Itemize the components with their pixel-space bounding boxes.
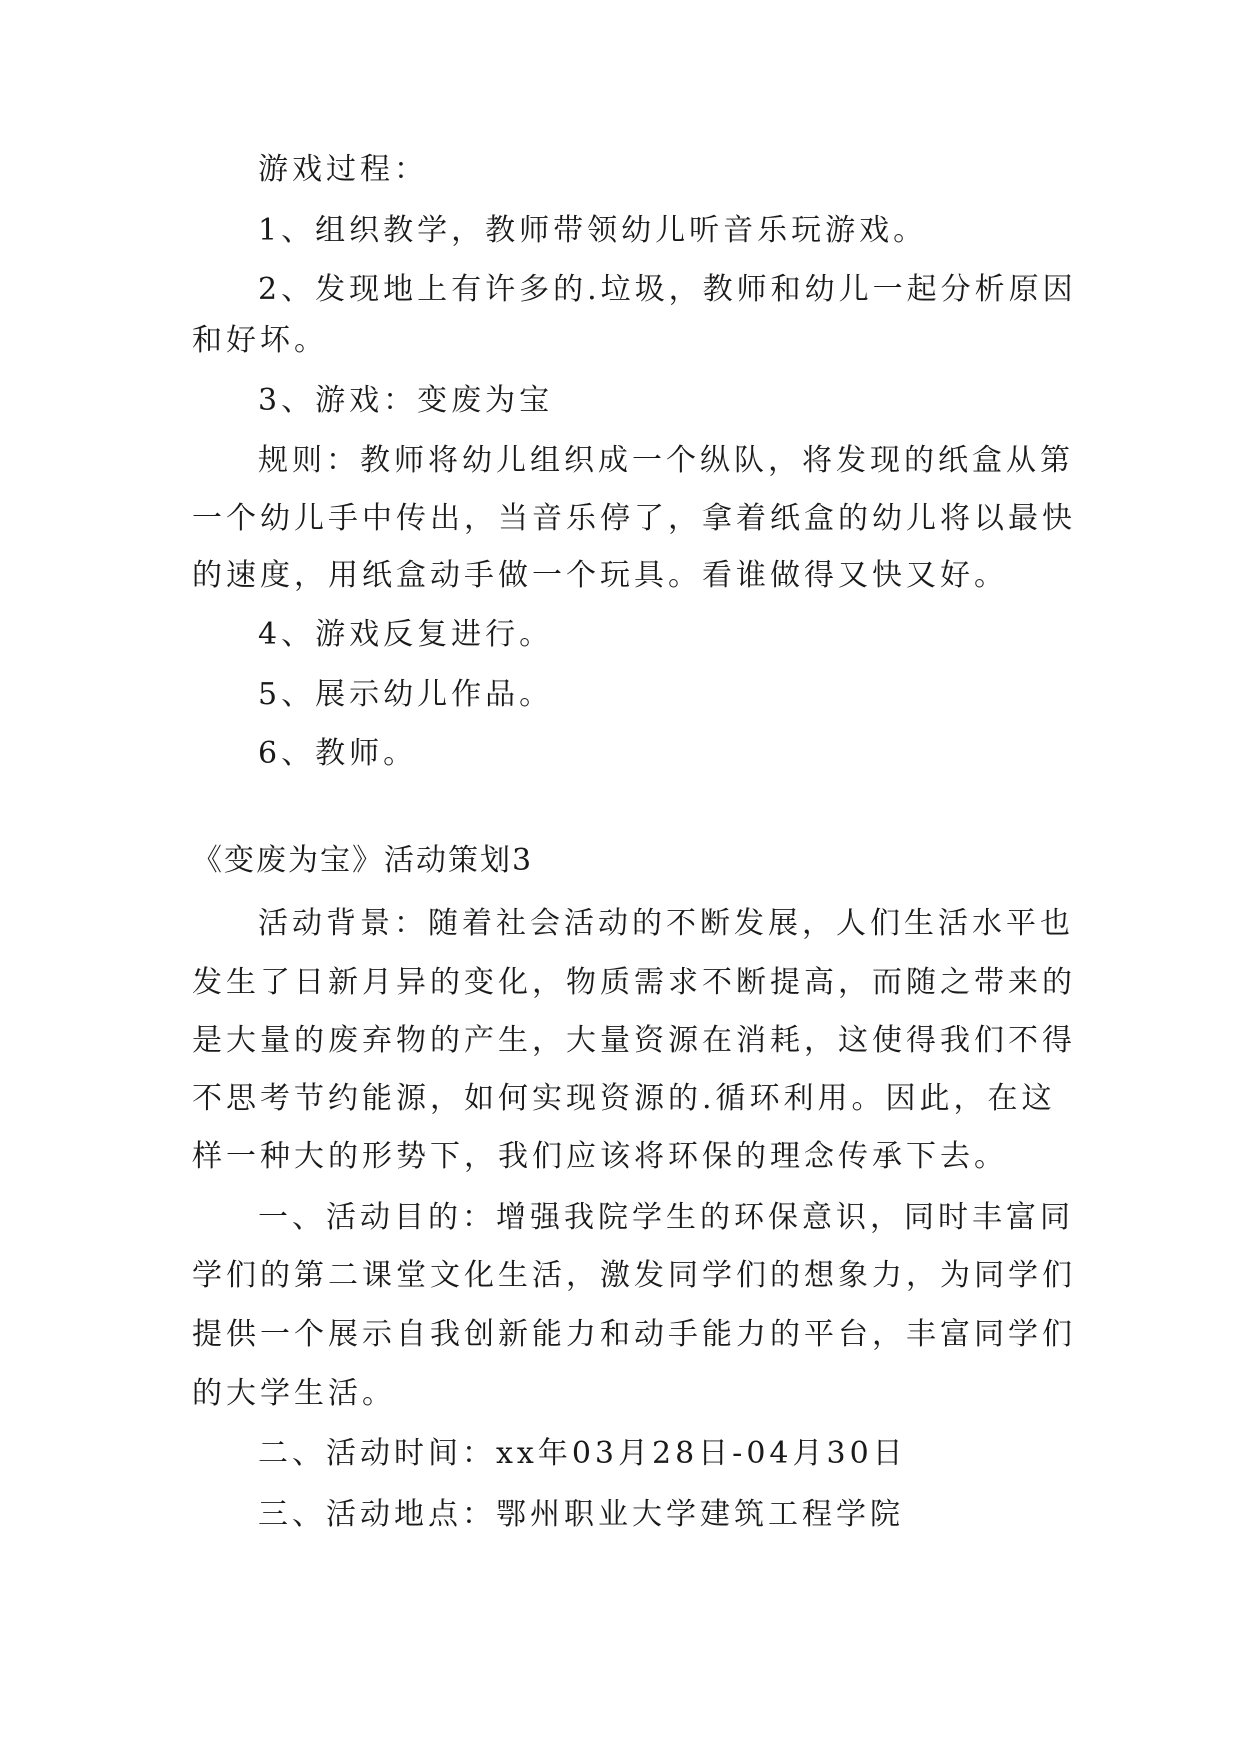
- step-1: 1、组织教学，教师带领幼儿听音乐玩游戏。: [258, 213, 928, 248]
- rules-paragraph-line-3: 的速度，用纸盒动手做一个玩具。看谁做得又快又好。: [192, 558, 1008, 593]
- step-2: 2、发现地上有许多的.垃圾，教师和幼儿一起分析原因: [258, 272, 1077, 307]
- purpose-paragraph-line-3: 提供一个展示自我创新能力和动手能力的平台，丰富同学们: [192, 1317, 1076, 1352]
- section-heading: 《变废为宝》活动策划3: [192, 843, 534, 878]
- step-6: 6、教师。: [258, 736, 418, 771]
- background-paragraph-line-4: 不思考节约能源，如何实现资源的.循环利用。因此，在这: [192, 1081, 1056, 1116]
- background-paragraph-line-3: 是大量的废弃物的产生，大量资源在消耗，这使得我们不得: [192, 1023, 1076, 1058]
- step-2-continued: 和好坏。: [192, 323, 328, 358]
- step-5: 5、展示幼儿作品。: [258, 677, 554, 712]
- activity-location: 三、活动地点：鄂州职业大学建筑工程学院: [258, 1497, 904, 1532]
- background-paragraph-line-2: 发生了日新月异的变化，物质需求不断提高，而随之带来的: [192, 965, 1076, 1000]
- section-label-game-process: 游戏过程：: [258, 152, 428, 187]
- step-3: 3、游戏：变废为宝: [258, 383, 554, 418]
- step-4: 4、游戏反复进行。: [258, 617, 554, 652]
- background-paragraph: 活动背景：随着社会活动的不断发展，人们生活水平也: [258, 906, 1074, 941]
- rules-paragraph: 规则：教师将幼儿组织成一个纵队，将发现的纸盒从第: [258, 443, 1074, 478]
- purpose-paragraph-line-2: 学们的第二课堂文化生活，激发同学们的想象力，为同学们: [192, 1258, 1076, 1293]
- purpose-paragraph-line-4: 的大学生活。: [192, 1376, 396, 1411]
- background-paragraph-line-5: 样一种大的形势下，我们应该将环保的理念传承下去。: [192, 1139, 1008, 1174]
- rules-paragraph-line-2: 一个幼儿手中传出，当音乐停了，拿着纸盒的幼儿将以最快: [192, 501, 1076, 536]
- activity-time: 二、活动时间：xx年03月28日-04月30日: [258, 1436, 907, 1471]
- purpose-paragraph: 一、活动目的：增强我院学生的环保意识，同时丰富同: [258, 1200, 1074, 1235]
